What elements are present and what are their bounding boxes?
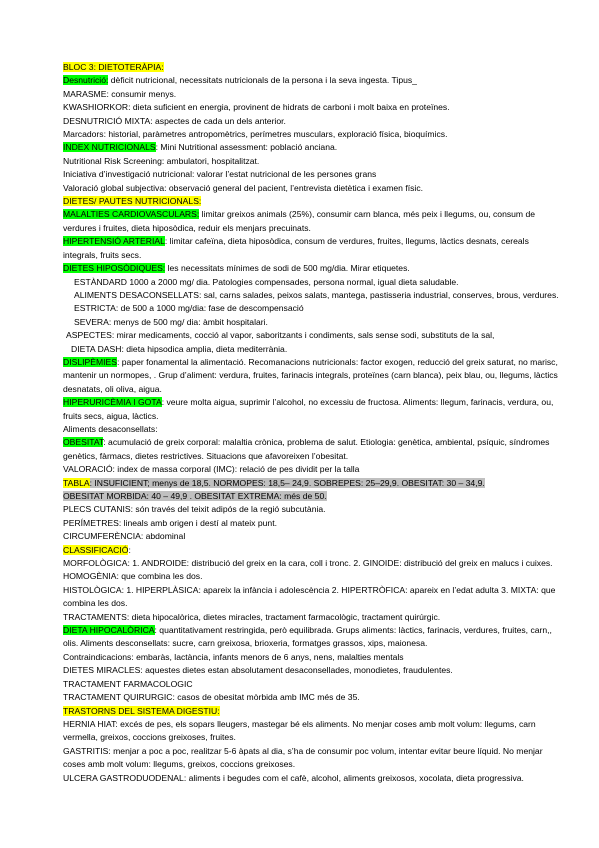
- heading-classificacio-colon: :: [128, 544, 131, 555]
- dislipemies-term: DISLIPÈMIES: [63, 356, 117, 367]
- severa-line: SEVERA: menys de 500 mg/ dia: àmbit hospitalari.: [74, 316, 268, 327]
- tractament-farmacologic-line: TRACTAMENT FARMACOLOGIC: [63, 678, 193, 689]
- index-nutricionals-term: INDEX NUTRICIONALS: [63, 142, 156, 153]
- tabla-term: TABLA: [63, 477, 90, 488]
- nrs-line: Nutritional Risk Screening: ambulatori, hospitalitzat.: [63, 155, 260, 166]
- dietes-hiposodiques-body: les necessitats mínimes de sodi de 500 mg/dia. Mirar etiquetes.: [165, 263, 410, 274]
- hiperuricemia-body: : veure molta aigua, suprimir l’alcohol, no excessiu de fructosa. Aliments: llegum, farinacis, verdura, ou, fruits secs, aigua, làctics.: [63, 397, 554, 421]
- dieta-hipocalorica-body: : quantitativament restringida, però equilibrada. Grups aliments: làctics, farinacis, verdures, fruites, carn,, olis. Aliments desconsellats: sucre, carn greixosa, brioxeria, formatges grassos, xips, maionesa.: [63, 625, 552, 649]
- hipertensio-para: [63, 235, 563, 262]
- gastritis-para: GASTRITIS: menjar a poc a poc, realitzar 5-6 àpats al dia, s’ha de consumir poc volum, intentar evitar beure líquid. No menjar coses amb molt volum: llegums, greixos, coccions greixoses.: [63, 745, 543, 770]
- index-nutricionals-line: [63, 141, 563, 154]
- desnutricio-line: [63, 74, 563, 87]
- dislipemies-para: [63, 356, 563, 396]
- heading-classificacio-text: CLASSIFICACIÓ: [63, 544, 129, 555]
- heading-dietes: [63, 195, 563, 208]
- tractaments-line: TRACTAMENTS: dieta hipocalòrica, dietes miracles, tractament farmacològic, tractament quirúrgic.: [63, 611, 441, 622]
- document-page: [63, 61, 563, 785]
- heading-dietes-text: DIETES/ PAUTES NUTRICIONALS:: [63, 196, 202, 207]
- iniciativa-line: Iniciativa d’investigació nutricional: valorar l’estat nutricional de les persones grans: [63, 169, 377, 180]
- heading-classificacio: [63, 544, 563, 557]
- contraindicacions-line: Contraindicacions: embaràs, lactància, infants menors de 6 anys, nens, malalties mentals: [63, 651, 404, 662]
- index-nutricionals-body: : Mini Nutritional assessment: població anciana.: [155, 142, 338, 153]
- hernia-hiat-para: HERNIA HIAT: excés de pes, els sopars lleugers, mastegar bé els aliments. No menjar coses amb molt volum: llegums, carn vermella, greixos, coccions greixoses, fruites.: [63, 718, 536, 743]
- dieta-hipocalorica-para: [63, 624, 563, 651]
- hiperuricemia-para: [63, 396, 563, 423]
- tractament-quirurgic-line: TRACTAMENT QUIRURGIC: casos de obesitat mòrbida amb IMC més de 35.: [63, 692, 360, 703]
- aliments-desaconsellats-para: ALIMENTS DESACONSELLATS: sal, carns salades, peixos salats, mantega, pastisseria industrial, conserves, brous, verdures.: [74, 289, 559, 300]
- hiperuricemia-term: HIPERURICÈMIA I GOTA: [63, 397, 162, 408]
- dislipemies-body: : paper fonamental la alimentació. Recomanacions nutricionals: factor exogen, reducció del greix saturat, no marisc, mantenir un normopes, . Grup d’aliment: verdura, fruites, farinacis integrals, proteïnes (carn blanca), peix blau, ou, llegums, làctics desnatats, oli oliva, aigua.: [63, 356, 558, 394]
- valoracio-line: Valoració global subjectiva: observació general del pacient, l’entrevista dietètica i examen físic.: [63, 182, 424, 193]
- dietes-hiposodiques-line: [63, 262, 563, 275]
- aliments-desaconsellats-line: Aliments desaconsellats:: [63, 423, 158, 434]
- dieta-hipocalorica-term: DIETA HIPOCALÒRICA: [63, 625, 155, 636]
- histologica-para: HISTOLÒGICA: 1. HIPERPLÀSICA: apareix la infància i adolescència 2. HIPERTRÒFICA: apareix en l’edat adulta 3. MIXTA: que combina les dos.: [63, 584, 556, 609]
- marasme-line: MARASME: consumir menys.: [63, 88, 177, 99]
- dieta-dash-line: DIETA DASH: dieta hipsodica amplia, dieta mediterrània.: [71, 343, 288, 354]
- tabla-body: : INSUFICIENT; menys de 18,5. NORMOPES: 18,5– 24,9. SOBREPES: 25–29,9. OBESITAT: 30 – 34,9.: [89, 477, 485, 488]
- malalties-cardiovasculars-term: MALALTIES CARDIOVASCULARS:: [63, 209, 200, 220]
- estricta-line: ESTRICTA: de 500 a 1000 mg/dia: fase de descompensació: [74, 303, 304, 314]
- hipertensio-term: HIPERTENSIÓ ARTERIAL: [63, 236, 165, 247]
- desnutricio-body: dèficit nutricional, necessitats nutricionals de la persona i la seva ingesta. Tipus_: [108, 75, 417, 86]
- kwashiorkor-line: KWASHIORKOR: dieta suficient en energia, provinent de hidrats de carboni i molt baixa en proteïnes.: [63, 102, 450, 113]
- aspectes-line: ASPECTES: mirar medicaments, cocció al vapor, saboritzants i condiments, sals sense sodi, substituts de la sal,: [66, 330, 495, 341]
- tabla-line-2: [63, 490, 563, 503]
- ulcera-line: ULCERA GASTRODUODENAL: aliments i begudes com el cafè, alcohol, aliments greixosos, xocolata, dieta progressiva.: [63, 772, 524, 783]
- malalties-cardiovasculars-body: limitar greixos animals (25%), consumir carn blanca, més peix i llegums, ou, consum de verdures i fruites, dieta hiposòdica, reduir els menjars precuinats.: [63, 209, 536, 233]
- heading-trastorns-text: TRASTORNS DEL SISTEMA DIGESTIU:: [63, 705, 220, 716]
- estandard-line: ESTÀNDARD 1000 a 2000 mg/ dia. Patologies compensades, persona normal, igual dieta saludable.: [74, 276, 459, 287]
- valoracio-imc-line: VALORACIÓ: index de massa corporal (IMC): relació de pes dividit per la talla: [63, 464, 360, 475]
- marcadors-line: Marcadors: historial, paràmetres antropomètrics, perímetres musculars, exploració física, bioquímics.: [63, 129, 448, 140]
- desnutricio-mixta-line: DESNUTRICIÓ MIXTA: aspectes de cada un dels anterior.: [63, 115, 286, 126]
- desnutricio-term: Desnutrició:: [63, 75, 109, 86]
- hipertensio-body: : limitar cafeïna, dieta hiposòdica, consum de verdures, fruites, llegums, làctics desnats, cereals integrals, fruits secs.: [63, 236, 529, 260]
- obesitat-term: OBESITAT: [63, 437, 104, 448]
- dietes-hiposodiques-term: DIETES HIPOSÒDIQUES:: [63, 263, 166, 274]
- tabla-body-2: OBESITAT MORBIDA: 40 – 49,9 . OBESITAT EXTREMA: més de 50.: [63, 491, 327, 501]
- obesitat-body: : acumulació de greix corporal: malaltia crònica, problema de salut. Etiologia: genètica, ambiental, psíquic, síndromes genètics, fàrmacs, dietes restrictives. Situacions que afavoreixen l’obesitat.: [63, 437, 550, 461]
- plecs-line: PLECS CUTANIS: són través del teixit adipós de la regió subcutània.: [63, 504, 326, 515]
- morfologica-para: MORFOLÒGICA: 1. ANDROIDE: distribució del greix en la cara, coll i tronc. 2. GINOIDE: distribució del greix en malucs i cuixes. HOMOGÈNIA: que combina les dos.: [63, 558, 553, 582]
- circumferencia-line: CIRCUMFERÈNCIA: abdominal: [63, 531, 186, 542]
- dietes-miracles-line: DIETES MIRACLES: aquestes dietes estan absolutament desaconsellades, monodietes, fraudulentes.: [63, 665, 453, 676]
- obesitat-para: [63, 436, 563, 463]
- heading-bloc: [63, 61, 563, 74]
- malalties-cardiovasculars-para: [63, 208, 563, 235]
- tabla-line-1: [63, 477, 563, 490]
- heading-bloc-text: BLOC 3: DIETOTERÀPIA:: [63, 62, 164, 72]
- perimetres-line: PERÍMETRES: lineals amb origen i destí al mateix punt.: [63, 517, 277, 528]
- heading-trastorns: [63, 705, 563, 718]
